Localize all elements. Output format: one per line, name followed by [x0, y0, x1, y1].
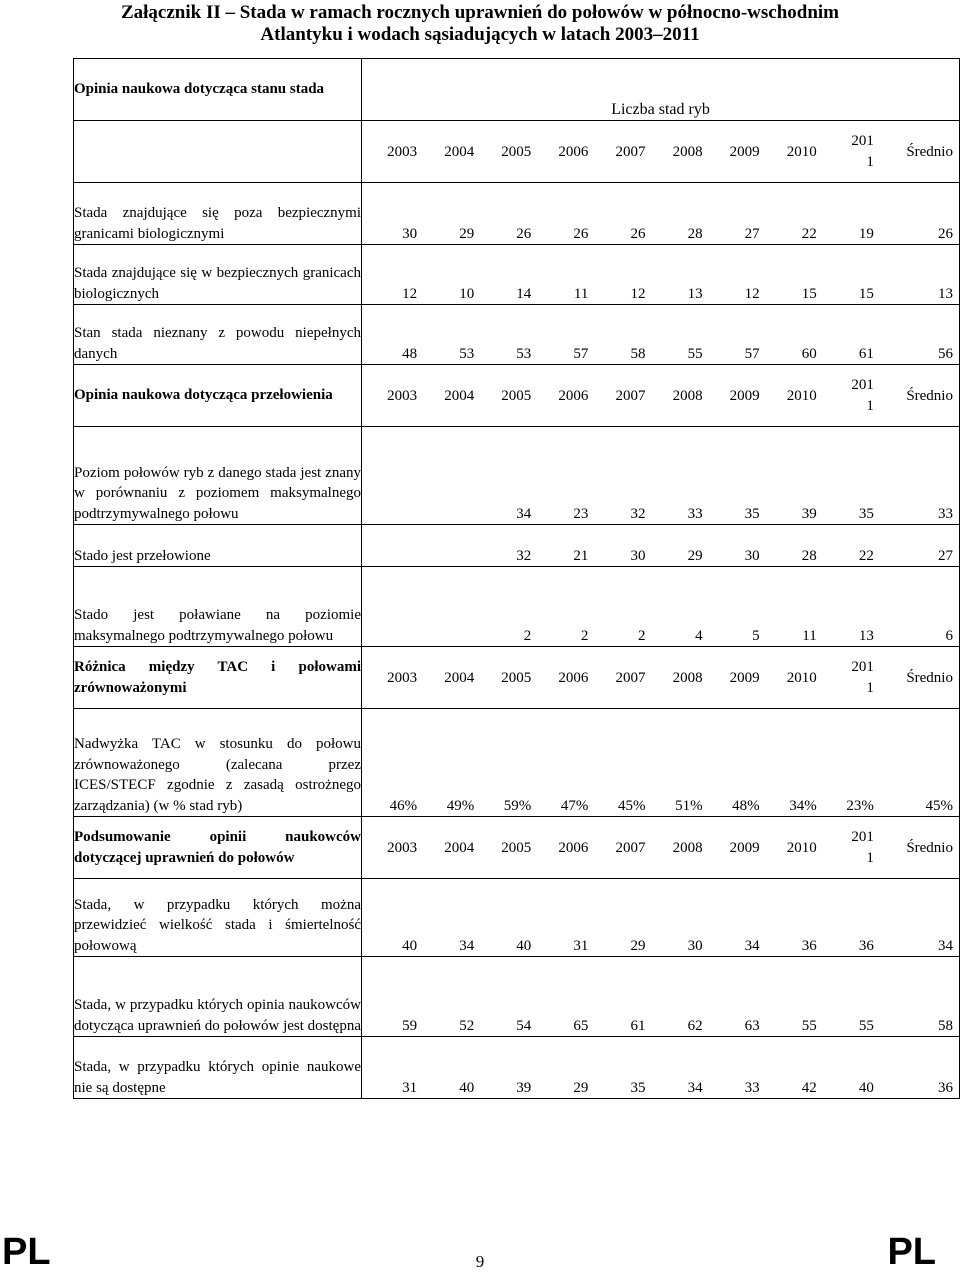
row-values: 48 53 53 57 58 55 57 60 61 56: [362, 305, 960, 365]
page-title: Załącznik II – Stada w ramach rocznych uprawnień do połowów w północno-wschodnim Atlantyku i wodach sąsiadujących w latach 2003–2011: [120, 2, 840, 45]
row-values: 46% 49% 59% 47% 45% 51% 48% 34% 23% 45%: [362, 709, 960, 817]
year-2006: 2006: [558, 143, 589, 160]
year-2007: 2007: [615, 143, 646, 160]
footer-language-right: PL: [887, 1231, 936, 1273]
row-label: Stada, w przypadku których opinie naukowe nie są dostępne: [74, 1037, 362, 1099]
row-label: Stada znajdujące się poza bezpiecznymi granicami biologicznymi: [74, 183, 362, 245]
row-label: Stado jest poławiane na poziomie maksymalnego podtrzymywalnego połowu: [74, 567, 362, 647]
stock-status-header-label: Opinia naukowa dotycząca stanu stada: [74, 59, 362, 121]
row-values: 59 52 54 65 61 62 63 55 55 58: [362, 957, 960, 1037]
row-values: 40 34 40 31 29 30 34 36 36 34: [362, 879, 960, 957]
section-year-header: 2003 2004 2005 2006 2007 2008 2009 2010 201 1 Średnio: [362, 647, 960, 709]
row-label: Stada, w przypadku których można przewidzieć wielkość stada i śmiertelność połowową: [74, 879, 362, 957]
section-year-header: 2003 2004 2005 2006 2007 2008 2009 2010 201 1 Średnio: [362, 817, 960, 879]
header-blank-cell: [74, 121, 362, 183]
footer-language-left: PL: [2, 1231, 51, 1273]
year-2010: 2010: [786, 143, 817, 160]
year-header-cell: [362, 121, 960, 183]
row-label: Stado jest przełowione: [74, 525, 362, 567]
row-label: Poziom połowów ryb z danego stada jest znany w porównaniu z poziomem maksymalnego podtrzymywalnego połowu: [74, 427, 362, 525]
year-2008: 2008: [672, 143, 703, 160]
year-2009: 2009: [729, 143, 760, 160]
row-values: 2 2 2 4 5 11 13 6: [362, 567, 960, 647]
year-2005: 2005: [501, 143, 532, 160]
section-header-summary: Podsumowanie opinii naukowców dotyczącej uprawnień do połowów: [74, 817, 362, 879]
fish-stocks-count-header: Liczba stad ryb: [362, 59, 960, 121]
row-values: 34 23 32 33 35 39 35 33: [362, 427, 960, 525]
row-values: 32 21 30 29 30 28 22 27: [362, 525, 960, 567]
fish-stocks-table: [73, 58, 960, 1099]
row-values: 30 29 26 26 26 28 27 22 19 26: [362, 183, 960, 245]
page-number: 9: [475, 1252, 485, 1271]
row-values: 12 10 14 11 12 13 12 15 15 13: [362, 245, 960, 305]
average-header: Średnio: [906, 143, 953, 160]
section-header-tac-difference: Różnica między TAC i połowami zrównoważonymi: [74, 647, 362, 709]
row-label: Stan stada nieznany z powodu niepełnych danych: [74, 305, 362, 365]
section-header-overfishing: Opinia naukowa dotycząca przełowienia: [74, 365, 362, 427]
row-values: 31 40 39 29 35 34 33 42 40 36: [362, 1037, 960, 1099]
year-2011: 201 1: [851, 133, 874, 170]
section-year-header: 2003 2004 2005 2006 2007 2008 2009 2010 201 1 Średnio: [362, 365, 960, 427]
year-2004: 2004: [444, 143, 475, 160]
row-label: Stada znajdujące się w bezpiecznych granicach biologicznych: [74, 245, 362, 305]
row-label: Stada, w przypadku których opinia naukowców dotycząca uprawnień do połowów jest dostępna: [74, 957, 362, 1037]
row-label: Nadwyżka TAC w stosunku do połowu zrównoważonego (zalecana przez ICES/STECF zgodnie z zasadą ostrożnego zarządzania) (w % stad ryb): [74, 709, 362, 817]
year-2003: 2003: [387, 143, 418, 160]
